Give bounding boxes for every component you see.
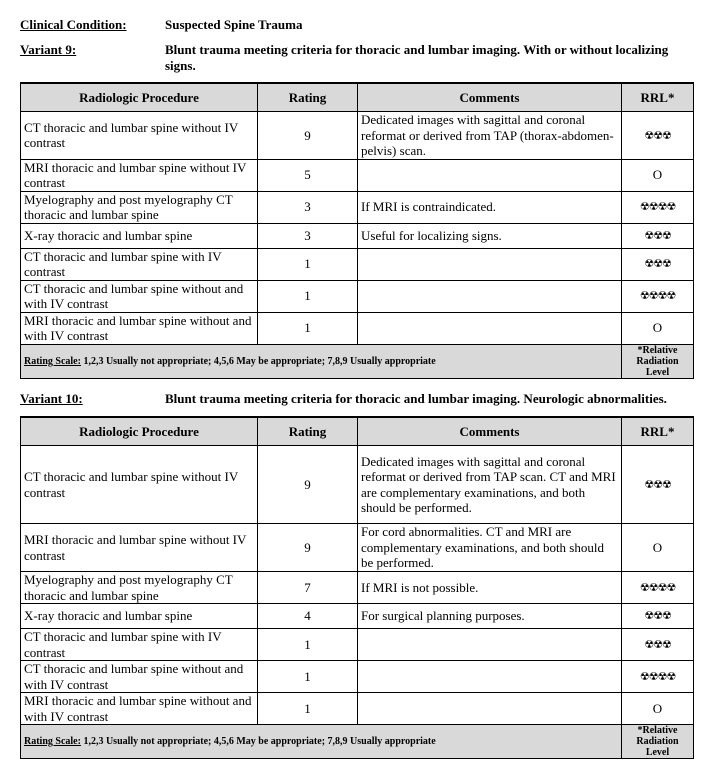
rating-cell: 9 — [258, 524, 358, 572]
procedure-cell: MRI thoracic and lumbar spine without and with IV contrast — [21, 693, 258, 725]
rating-cell: 4 — [258, 604, 358, 629]
comment-cell: For surgical planning purposes. — [358, 604, 622, 629]
relative-radiation-note — [622, 344, 694, 378]
variant-9-table — [20, 82, 694, 379]
procedure-cell: CT thoracic and lumbar spine with IV contrast — [21, 629, 258, 661]
table-row — [21, 312, 694, 344]
comment-cell: For cord abnormalities. CT and MRI are complementary examinations, and both should be performed. — [358, 524, 622, 572]
table-header-row — [21, 417, 694, 446]
procedure-cell: CT thoracic and lumbar spine without IV contrast — [21, 446, 258, 524]
rrl-radiation-icon: ☢☢☢☢ — [622, 191, 694, 223]
variant-10-description: Blunt trauma meeting criteria for thoracic and lumbar imaging. Neurologic abnormalities. — [165, 391, 667, 406]
column-header-comments: Comments — [358, 83, 622, 112]
column-header-procedure: Radiologic Procedure — [21, 417, 258, 446]
table-row — [21, 191, 694, 223]
rating-cell: 9 — [258, 446, 358, 524]
table-row — [21, 572, 694, 604]
comment-cell — [358, 693, 622, 725]
rating-cell: 5 — [258, 159, 358, 191]
table-row — [21, 159, 694, 191]
table-footer-row — [21, 725, 694, 759]
procedure-cell: Myelography and post myelography CT thoracic and lumbar spine — [21, 572, 258, 604]
relative-radiation-line1: *Relative — [637, 725, 678, 736]
variant-10-table — [20, 416, 694, 759]
column-header-rating: Rating — [258, 83, 358, 112]
relative-radiation-line1: *Relative — [637, 344, 678, 356]
procedure-cell: CT thoracic and lumbar spine without IV contrast — [21, 112, 258, 160]
variant-10-label: Variant 10: — [20, 391, 83, 406]
rrl-none-icon: O — [622, 159, 694, 191]
table-row — [21, 112, 694, 160]
relative-radiation-line2: Radiation Level — [636, 355, 679, 378]
rating-cell: 1 — [258, 280, 358, 312]
rating-scale-text: 1,2,3 Usually not appropriate; 4,5,6 May be appropriate; 7,8,9 Usually appropriate — [83, 355, 436, 367]
procedure-cell: X-ray thoracic and lumbar spine — [21, 223, 258, 248]
comment-cell: Useful for localizing signs. — [358, 223, 622, 248]
comment-cell — [358, 280, 622, 312]
comment-cell: If MRI is contraindicated. — [358, 191, 622, 223]
procedure-cell: CT thoracic and lumbar spine without and with IV contrast — [21, 661, 258, 693]
comment-cell — [358, 159, 622, 191]
rrl-radiation-icon: ☢☢☢ — [622, 248, 694, 280]
rrl-radiation-icon: ☢☢☢☢ — [622, 661, 694, 693]
table-row — [21, 524, 694, 572]
column-header-rrl: RRL* — [622, 83, 694, 112]
rating-cell: 9 — [258, 112, 358, 160]
column-header-rating: Rating — [258, 417, 358, 446]
rating-scale-note — [21, 725, 622, 759]
rrl-none-icon: O — [622, 524, 694, 572]
rrl-radiation-icon: ☢☢☢ — [622, 604, 694, 629]
rating-scale-text: 1,2,3 Usually not appropriate; 4,5,6 May be appropriate; 7,8,9 Usually appropriate — [83, 736, 436, 747]
relative-radiation-note — [622, 725, 694, 759]
table-row — [21, 693, 694, 725]
rrl-none-icon: O — [622, 312, 694, 344]
rating-cell: 1 — [258, 312, 358, 344]
rating-scale-label: Rating Scale: — [24, 736, 81, 747]
procedure-cell: MRI thoracic and lumbar spine without IV contrast — [21, 524, 258, 572]
table-row — [21, 223, 694, 248]
rrl-radiation-icon: ☢☢☢☢ — [622, 572, 694, 604]
relative-radiation-line2: Radiation Level — [636, 736, 679, 758]
clinical-condition-value: Suspected Spine Trauma — [165, 17, 303, 32]
rating-cell: 3 — [258, 191, 358, 223]
table-row — [21, 248, 694, 280]
procedure-cell: MRI thoracic and lumbar spine without and with IV contrast — [21, 312, 258, 344]
table-row — [21, 280, 694, 312]
rating-cell: 7 — [258, 572, 358, 604]
comment-cell: If MRI is not possible. — [358, 572, 622, 604]
table-row — [21, 446, 694, 524]
rating-cell: 1 — [258, 661, 358, 693]
table-header-row — [21, 83, 694, 112]
table-footer-row — [21, 344, 694, 378]
rrl-radiation-icon: ☢☢☢ — [622, 629, 694, 661]
column-header-comments: Comments — [358, 417, 622, 446]
rating-cell: 1 — [258, 248, 358, 280]
rrl-radiation-icon: ☢☢☢ — [622, 112, 694, 160]
rating-cell: 1 — [258, 693, 358, 725]
table-row — [21, 629, 694, 661]
procedure-cell: Myelography and post myelography CT thoracic and lumbar spine — [21, 191, 258, 223]
procedure-cell: X-ray thoracic and lumbar spine — [21, 604, 258, 629]
column-header-procedure: Radiologic Procedure — [21, 83, 258, 112]
variant-9-description: Blunt trauma meeting criteria for thoracic and lumbar imaging. With or without localizing signs. — [165, 42, 669, 73]
clinical-condition-label: Clinical Condition: — [20, 17, 127, 32]
rating-scale-note — [21, 344, 622, 378]
procedure-cell: CT thoracic and lumbar spine with IV contrast — [21, 248, 258, 280]
rating-cell: 3 — [258, 223, 358, 248]
rating-cell: 1 — [258, 629, 358, 661]
comment-cell — [358, 629, 622, 661]
comment-cell: Dedicated images with sagittal and coronal reformat or derived from TAP scan. CT and MRI are complementary examinations, and both should be performed. — [358, 446, 622, 524]
column-header-rrl: RRL* — [622, 417, 694, 446]
comment-cell — [358, 312, 622, 344]
rating-scale-label: Rating Scale: — [24, 355, 81, 367]
procedure-cell: MRI thoracic and lumbar spine without IV contrast — [21, 159, 258, 191]
comment-cell — [358, 661, 622, 693]
comment-cell — [358, 248, 622, 280]
variant-9-label: Variant 9: — [20, 42, 77, 57]
rrl-radiation-icon: ☢☢☢☢ — [622, 280, 694, 312]
procedure-cell: CT thoracic and lumbar spine without and with IV contrast — [21, 280, 258, 312]
rrl-none-icon: O — [622, 693, 694, 725]
table-row — [21, 661, 694, 693]
rrl-radiation-icon: ☢☢☢ — [622, 223, 694, 248]
table-row — [21, 604, 694, 629]
comment-cell: Dedicated images with sagittal and coronal reformat or derived from TAP (thorax-abdomen-pelvis) scan. — [358, 112, 622, 160]
rrl-radiation-icon: ☢☢☢ — [622, 446, 694, 524]
